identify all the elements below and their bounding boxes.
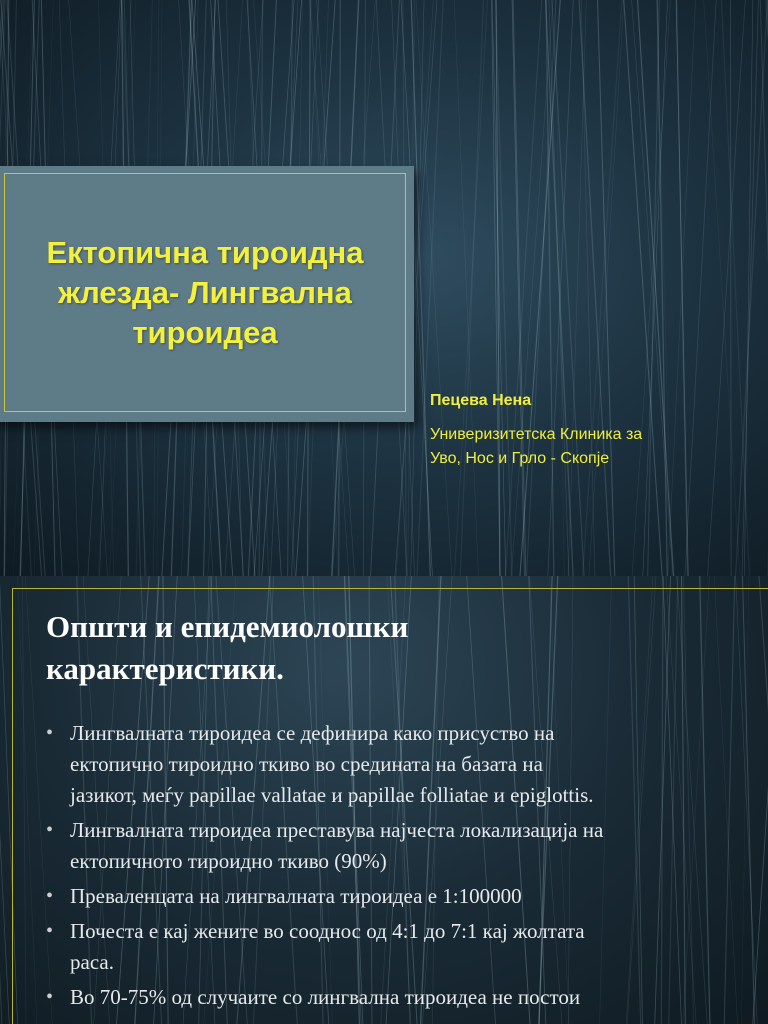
slide-title [5,233,405,353]
bullet-line: раса. [70,950,114,974]
bullet-line: Преваленцата на лингвалната тироидеа е 1:100000 [70,884,522,908]
background-line [742,0,759,576]
background-line [760,0,768,576]
background-line [684,0,717,576]
bullet-icon: • [46,819,54,841]
bullet-item [46,916,756,978]
bullet-icon: • [46,722,54,744]
bullet-icon: • [46,920,54,942]
bullet-line: ектопично тироидно ткиво во средината на базата на [70,752,543,776]
background-line [0,576,8,1024]
bullet-line: Лингвалната тироидеа преставува најчеста локализација на [70,818,604,842]
bullet-line: ектопичното тироидно ткиво (90%) [70,849,387,873]
background-line [647,0,659,576]
title-box-border [4,173,406,412]
bullet-line: Лингвалната тироидеа се дефинира како присуство на [70,721,555,745]
bullet-item [46,815,756,877]
bullet-list [46,718,756,1017]
background-line [667,0,696,576]
slide-title-line: тироидеа [132,314,278,350]
affiliation [430,423,750,471]
bullet-line: јазикот, меѓу papillae vallatae и papillae folliatae и epiglottis. [70,783,594,807]
bullet-line: Почеста е кај жените во сооднос од 4:1 до 7:1 кај жолтата [70,919,585,943]
slide-title-line: жлезда- Лингвална [58,274,352,310]
bullet-line: Во 70-75% од случаите со лингвална тироидеа не постои [70,985,581,1009]
background-line [568,0,587,576]
slide-title-line: Ектопична тироидна [46,234,364,270]
content-slide [0,576,768,1024]
title-box [0,166,414,422]
background-line [460,0,484,576]
affiliation-line: Универизитетска Клиника за [430,426,643,443]
background-line [519,0,561,576]
bullet-item [46,982,756,1013]
bullet-item [46,718,756,811]
bullet-icon: • [46,885,54,907]
bullet-item [46,881,756,912]
background-line [631,0,674,576]
slide-heading-line: Општи и епидемиолошки [46,609,409,644]
background-line [657,0,668,576]
background-line [513,0,526,576]
background-line [676,0,689,576]
author-name: Пецева Нена [430,392,532,409]
slide-heading-line: карактеристики. [46,651,284,686]
background-line [454,0,488,576]
background-line [731,0,732,576]
background-line [551,0,585,576]
slide-heading [46,606,746,690]
background-line [765,0,768,576]
background-line [454,0,479,576]
background-line [512,0,525,576]
affiliation-line: Уво, Нос и Грло - Скопје [430,450,610,467]
bullet-icon: • [46,986,54,1008]
